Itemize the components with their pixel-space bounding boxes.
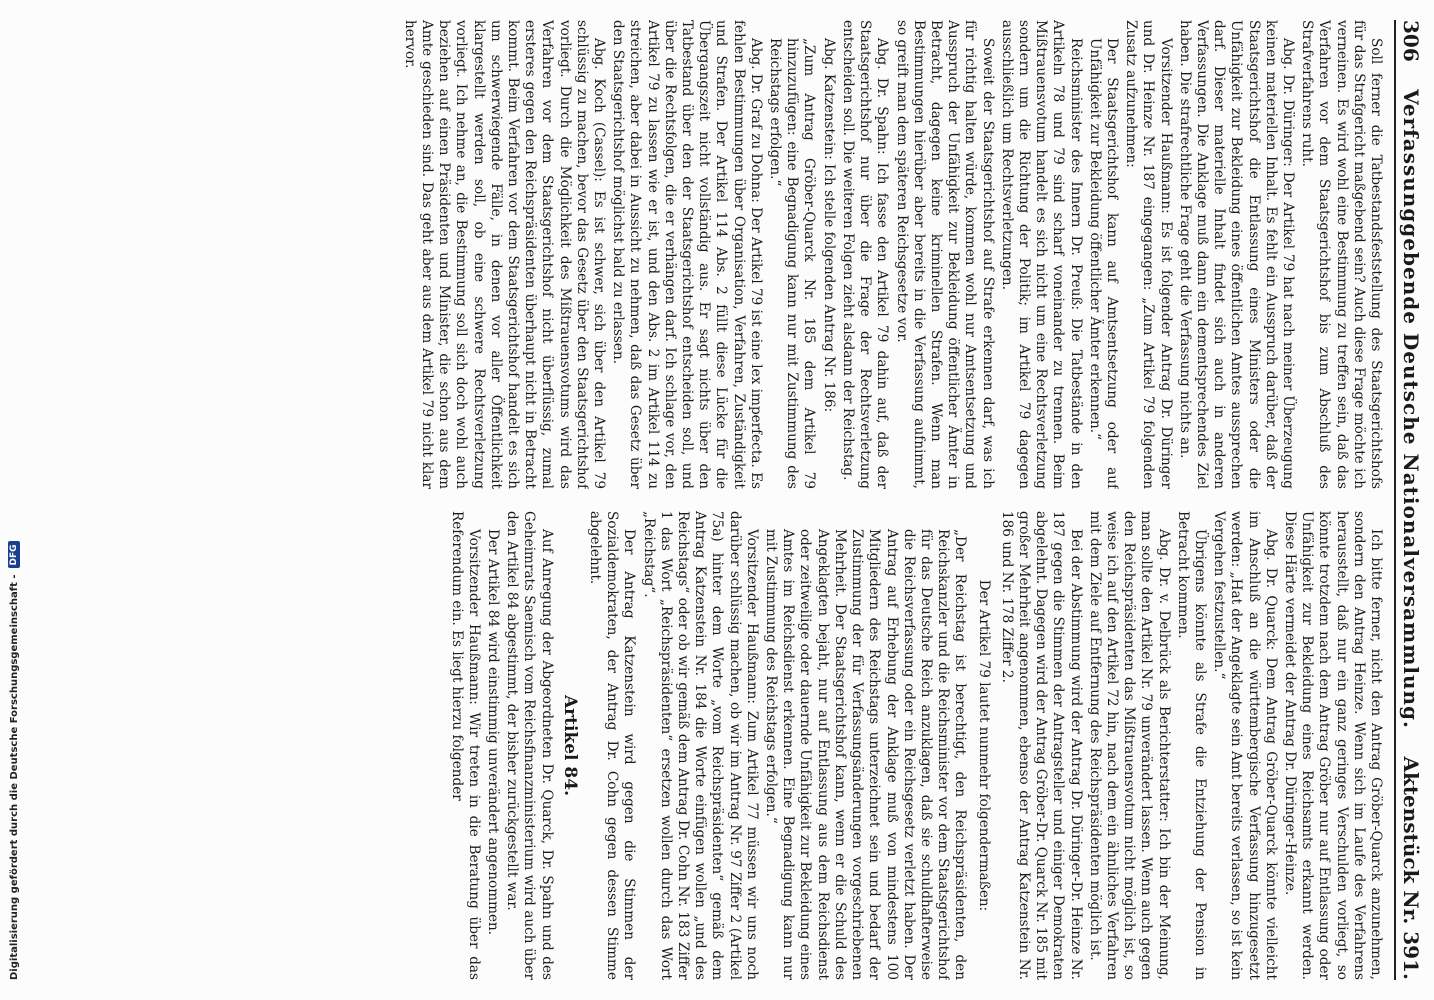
credit-line: Digitalisierung gefördert durch die Deutsche Forschungsgemeinschaft -	[8, 574, 20, 980]
paragraph: Ich bitte ferner, nicht den Antrag Gröber-Quarck anzunehmen, sondern den Antrag Heinze. Wenn sich im Laufe des Verfahrens herausstellt, daß nur ein ganz geringes Verschulden vorliegt, so könnte trotzdem nach dem Antrag Gröber nur auf Entlassung oder Unfähigkeit zur Bekleidung eines Reichsamts erkannt werden. Diese Härte vermeidet der Antrag Dr. Düringer-Heinze.	[1281, 511, 1384, 980]
text-columns	[44, 20, 1384, 980]
paragraph: „Der Reichstag ist berechtigt, den Reichspräsidenten, den Reichskanzler und die Reichsminister vor dem Staatsgerichtshof für das Deutsche Reich anzuklagen, daß sie schuldhafterweise die Reichsverfassung oder ein Reichsgesetz verletzt haben. Der Antrag auf Erhebung der Anklage muß von mindestens 100 Mitgliedern des Reichstags unterzeichnet sein und bedarf der Zustimmung der für Verfassungsänderungen vorgeschriebenen Mehrheit. Der Staatsgerichtshof kann, wenn er die Schuld des Angeklagten bejaht, nur auf Entlassung aus dem Reichsdienst oder zeitweilige oder dauernde Unfähigkeit zur Bekleidung eines Amtes im Reichsdienst erkennen. Eine Begnadigung kann nur mit Zustimmung des Reichstags erfolgen.“	[763, 529, 969, 980]
paragraph: Auf Anregung der Abgeordneten Dr. Quarck, Dr. Spahn und des Geheimrats Saemisch vom Reichsfinanzministerium wird auch über den Artikel 84 abgestimmt, der bisher zurückgestellt war.	[504, 511, 555, 980]
rotated-content	[40, 20, 1430, 980]
paragraph: Vorsitzender Haußmann: Zum Artikel 77 müssen wir uns noch darüber schlüssig machen, ob wir im Antrag Nr. 97 Ziffer 2 (Artikel 75a) hinter dem Worte „vom Reichspräsidenten“ gemäß dem Antrag Katzenstein Nr. 184 die Worte einfügen wollen „und des Reichstags“ oder ob wir gemäß dem Antrag Dr. Cohn Nr. 183 Ziffer 1 das Wort „Reichspräsidenten“ ersetzen wollen durch das Wort „Reichstag“.	[640, 511, 760, 980]
paragraph: Vorsitzender Haußmann: Es ist folgender Antrag Dr. Düringer und Dr. Heinze Nr. 187 eingegangen: „Zum Artikel 79 folgenden Zusatz aufzunehmen:	[1123, 20, 1174, 489]
paragraph: Der Artikel 79 lautet nunmehr folgendermaßen:	[975, 579, 992, 912]
paragraph: Reichsminister des Innern Dr. Preuß: Die Tatbestände in den Artikeln 78 und 79 sind scharf voneinander zu trennen. Beim Mißtrauensvotum handelt es sich nicht um eine Rechtsverletzung sondern um die Richtung der Politik; im Artikel 79 dagegen ausschließlich um Rechtsverletzungen.	[998, 20, 1084, 489]
paragraph: Vorsitzender Haußmann: Wir treten in die Beratung über das Referendum ein. Es liegt hierzu folgender	[448, 511, 482, 980]
left-column	[44, 20, 1384, 489]
paragraph: Soll ferner die Tatbestandsfeststellung des Staatsgerichtshofs für das Strafgericht maßgebend sein? Auch diese Frage möchte ich verneinen. Es wird wohl eine Bestimmung zu treffen sein, daß das Verfahren vor dem Staatsgerichtshof bis zum Abschluß des Strafverfahrens ruht.	[1299, 20, 1384, 489]
paragraph: Bei der Abstimmung wird der Antrag Dr. Düringer-Dr. Heinze Nr. 187 gegen die Stimmen der Antragsteller und einiger Demokraten abgelehnt. Dagegen wird der Antrag Gröber-Dr. Quarck Nr. 185 mit großer Mehrheit angenommen, ebenso der Antrag Katzenstein Nr. 186 und Nr. 178 Ziffer 2.	[998, 511, 1084, 980]
paragraph: Der Antrag Katzenstein wird gegen die Stimmen der Sozialdemokraten, der Antrag Dr. Cohn gegen dessen Stimme abgelehnt.	[587, 511, 638, 980]
section-heading: Artikel 84.	[559, 694, 580, 796]
footer-credit-text	[6, 20, 22, 980]
paragraph: Soweit der Staatsgerichtshof auf Strafe erkennen darf, was ich für richtig halten würde, kommen wohl nur Amtsentsetzung und Ausspruch der Unfähigkeit zur Bekleidung öffentlicher Ämter in Betracht, dagegen keine kriminellen Strafen. Wenn man Bestimmungen hierüber aber bereits in die Verfassung aufnimmt, so greift man dem späteren Reichsgesetze vor.	[893, 20, 996, 489]
page-header	[1394, 20, 1430, 980]
paragraph: Abg. Koch (Cassel): Es ist schwer, sich über den Artikel 79 schlüssig zu machen, bevor das Gesetz über den Staatsgerichtshof vorliegt. Durch die Möglichkeit des Mißtrauensvotums wird das Verfahren vor dem Staatsgerichtshof nicht überflüssig, zumal ersteres gegen den Reichspräsidenten überhaupt nicht in Betracht kommt. Beim Verfahren vor dem Staatsgerichtshof handelt es sich um schwerwiegende Fälle, in denen vor aller Öffentlichkeit klargestellt werden soll, ob eine schwere Rechtsverletzung vorliegt. Ich nehme an, die Bestimmung soll sich doch wohl auch beziehen auf einen Präsidenten und Minister, die schon aus dem Amte geschieden sind. Das geht aber aus dem Artikel 79 nicht klar hervor.	[401, 20, 608, 489]
paragraph: Abg. Dr. v. Delbrück als Berichterstatter: Ich bin der Meinung, man sollte den Artikel Nr. 79 unverändert lassen. Wenn auch gegen den Reichspräsidenten das Mißtrauensvotum nicht möglich ist, so weise ich auf den Artikel 72 hin, nach dem ein ähnliches Verfahren mit dem Ziele auf Entfernung des Reichspräsidenten möglich ist.	[1086, 511, 1172, 980]
footer-credit	[6, 20, 22, 980]
paragraph: Abg. Dr. Spahn: Ich fasse den Artikel 79 dahin auf, daß der Staatsgerichtshof nur über die Frage der Rechtsverletzung entscheiden soll. Die weiteren Folgen zieht alsdann der Reichstag.	[839, 20, 891, 489]
paragraph: Abg. Katzenstein: Ich stelle folgenden Antrag Nr. 186:	[820, 38, 837, 413]
paragraph: Übrigens könnte als Strafe die Entziehung der Pension in Betracht kommen.	[1174, 511, 1208, 980]
dfg-logo-icon: DFG	[8, 541, 20, 568]
paragraph: Abg. Dr. Quarck: Dem Antrag Gröber-Quarck könnte vielleicht im Anschluß an die württembergische Verfassung hinzugesetzt werden: „Hat der Angeklagte sein Amt bereits verlassen, so ist kein Vergehen festzustellen.“	[1211, 511, 1279, 980]
paragraph: Abg. Dr. Düringer: Der Artikel 79 hat nach meiner Überzeugung keinen materiellen Inhalt. Es fehlt ein Ausspruch darüber, daß der Staatsgerichtshof die Entlassung eines Ministers oder die Unfähigkeit zur Bekleidung eines öffentlichen Amtes aussprechen darf. Dieser materielle Inhalt findet sich auch in anderen Verfassungen. Die Anklage muß dann ein dementsprechendes Ziel haben. Die strafrechtliche Frage geht die Verfassung nichts an.	[1176, 20, 1296, 489]
paragraph: Abg. Dr. Graf zu Dohna: Der Artikel 79 ist eine lex imperfecta. Es fehlen Bestimmungen über Organisation, Verfahren, Zuständigkeit und Strafen. Der Artikel 114 Abs. 2 füllt diese Lücke für die Übergangszeit nicht vollständig aus. Er sagt nichts über den Tatbestand über den der Staatsgerichtshof entscheiden soll, und über die Rechtsfolgen, die er verhängen darf. Ich schlage vor, den Artikel 79 zu lassen wie er ist, und den Abs. 2 im Artikel 114 zu streichen, aber dabei in Aussicht zu nehmen, daß das Gesetz über den Staatsgerichtshof möglichst bald zu erlassen.	[610, 20, 764, 489]
right-column	[44, 511, 1384, 980]
document-reference: Aktenstück Nr. 391.	[1399, 756, 1423, 980]
page-number: 306	[1399, 20, 1423, 62]
paragraph: Der Staatsgerichtshof kann auf Amtsentsetzung oder auf Unfähigkeit zur Bekleidung öffentlicher Ämter erkennen.“	[1086, 38, 1120, 489]
running-title: Verfassunggebende Deutsche Nationalversammlung.	[1399, 89, 1423, 729]
paragraph: Der Artikel 84 wird einstimmig unverändert angenommen.	[485, 529, 502, 936]
paragraph: „Zum Antrag Gröber-Quarck Nr. 185 dem Artikel 79 hinzuzufügen: eine Begnadigung kann nur mit Zustimmung des Reichstags erfolgen.“	[767, 38, 818, 489]
